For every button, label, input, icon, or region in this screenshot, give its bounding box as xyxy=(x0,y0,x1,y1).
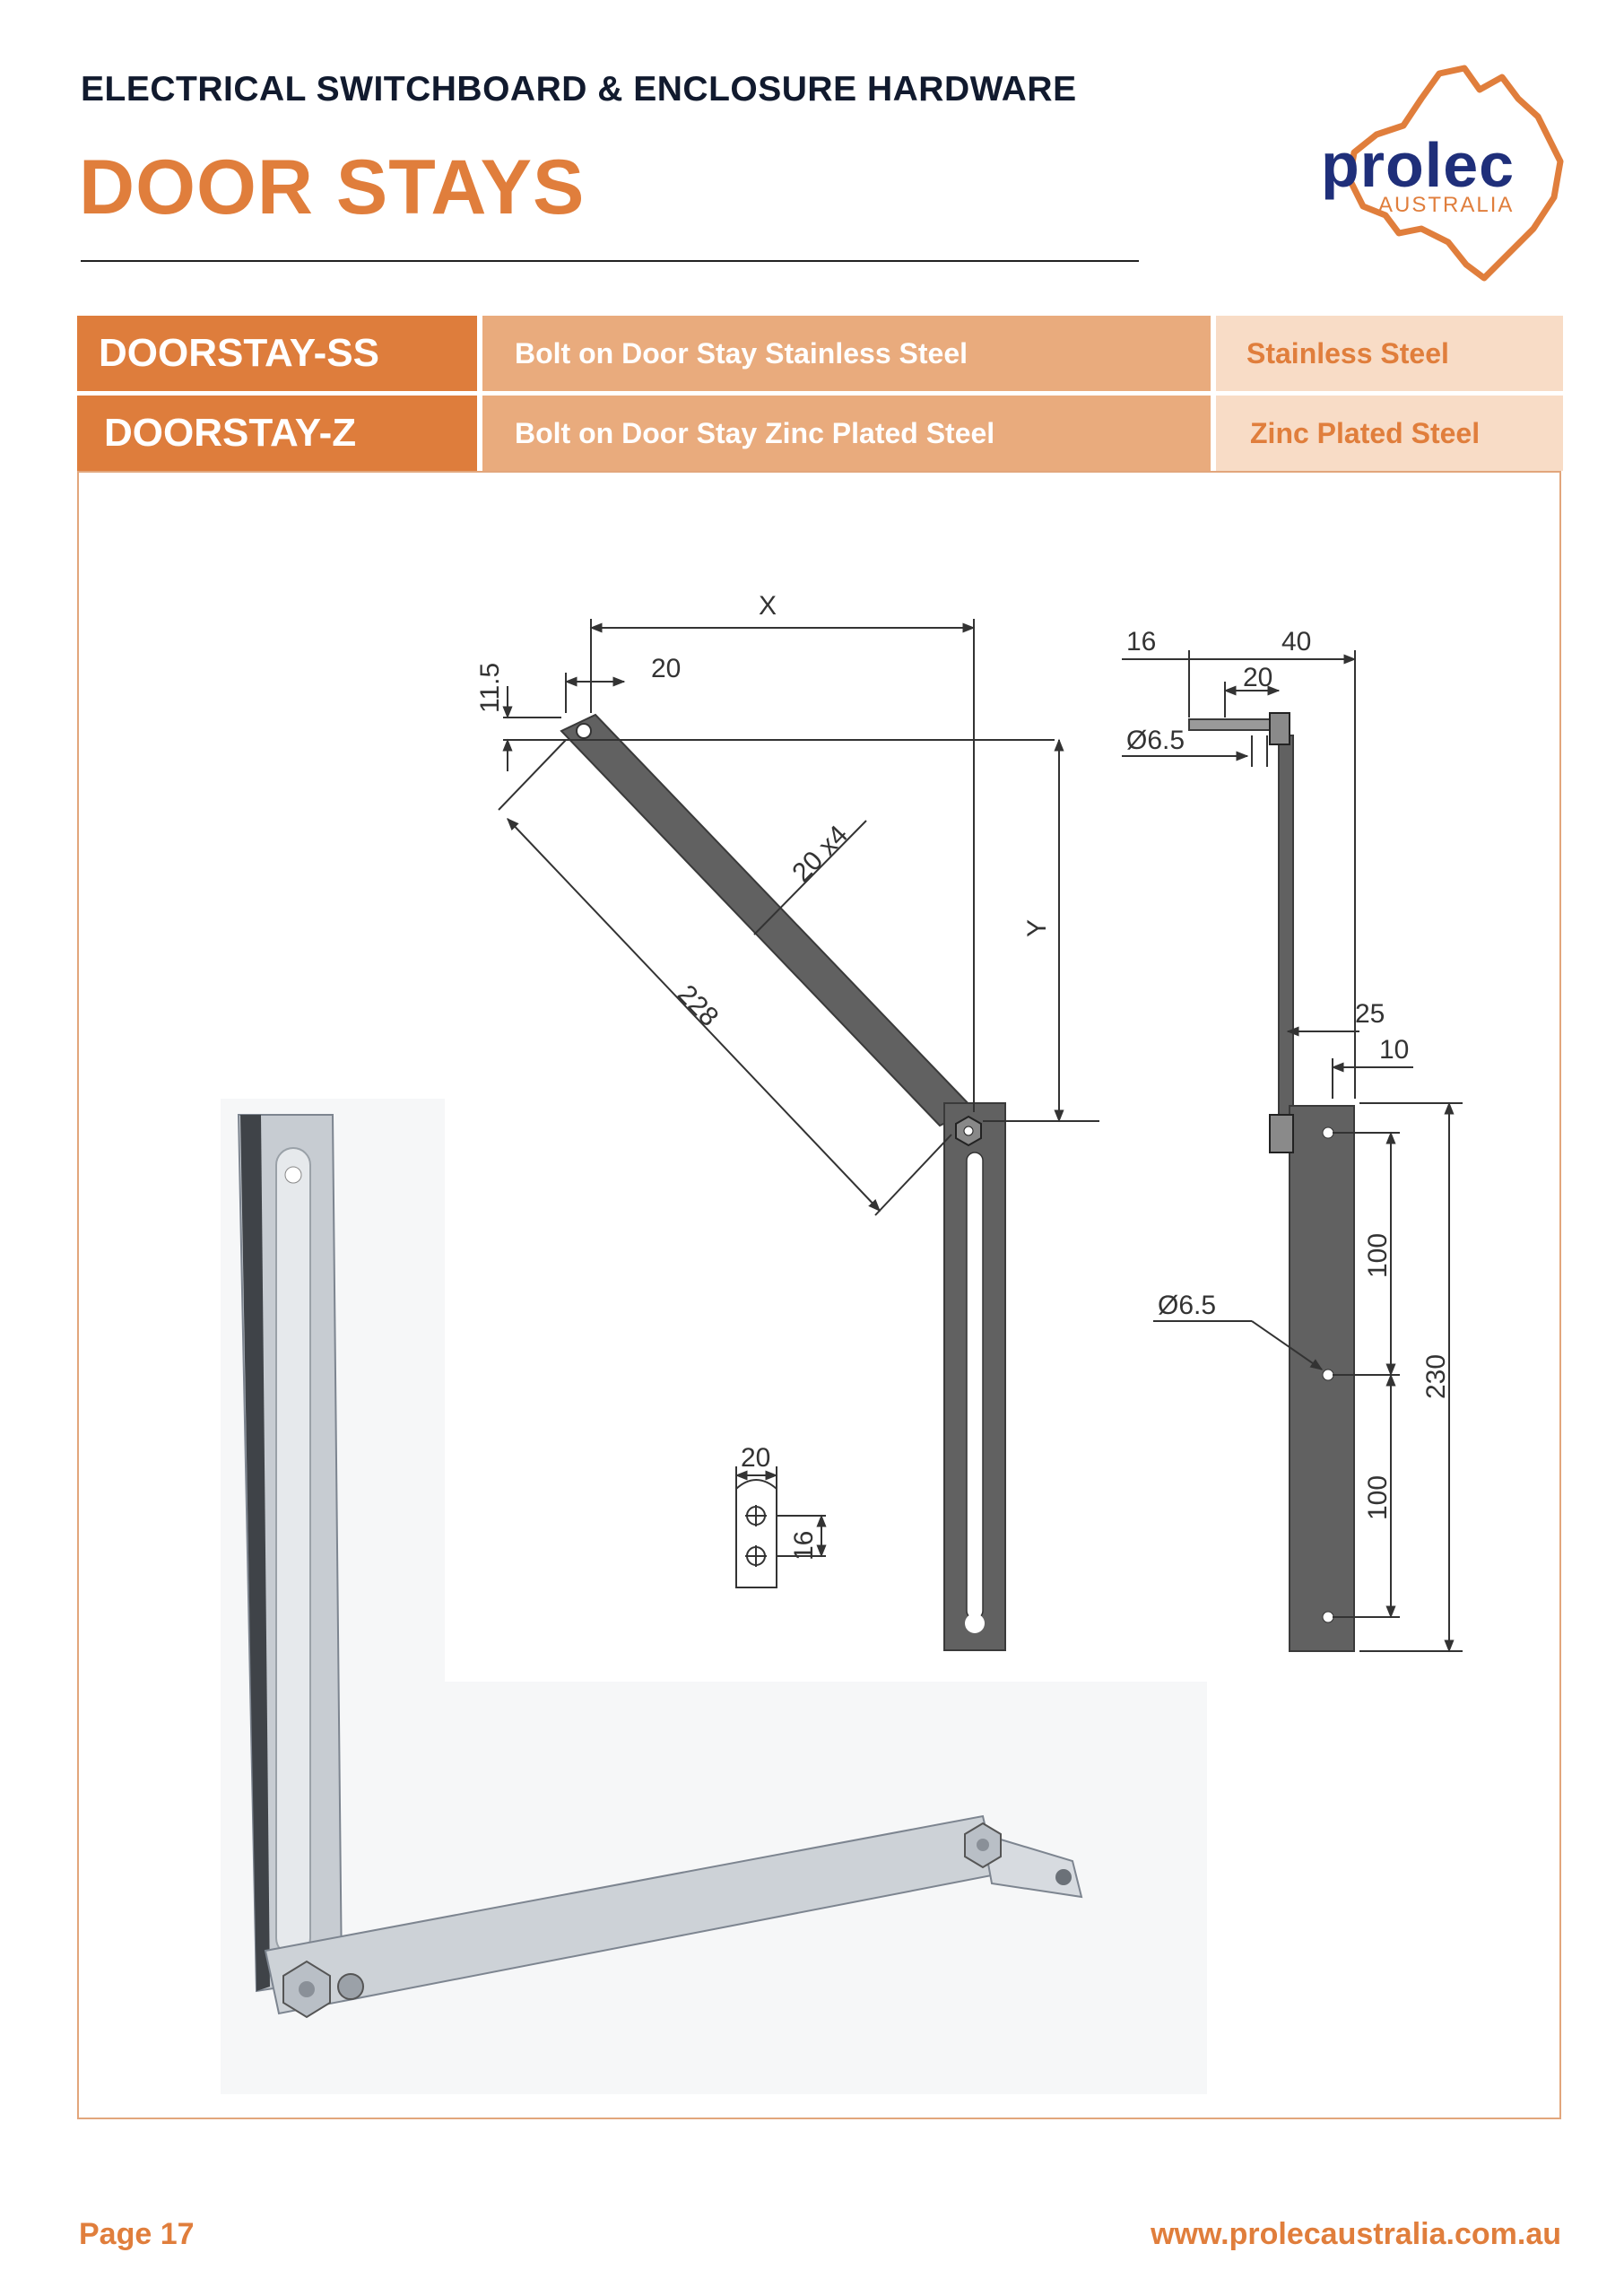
catalog-section-heading: ELECTRICAL SWITCHBOARD & ENCLOSURE HARDWARE xyxy=(81,70,1077,109)
product-material: Zinc Plated Steel xyxy=(1216,396,1563,471)
dimension-228 xyxy=(499,740,951,1215)
stay-side-view xyxy=(1189,713,1354,1651)
dim-label-230: 230 xyxy=(1421,1353,1451,1399)
dim-label-100-b: 100 xyxy=(1363,1474,1393,1520)
door-stay-drawing xyxy=(77,471,1561,2119)
dim-label-bracket-16: 16 xyxy=(789,1530,819,1561)
product-description: Bolt on Door Stay Stainless Steel xyxy=(482,316,1211,391)
logo-subtext: AUSTRALIA xyxy=(1378,193,1515,217)
dim-label-dia-top: Ø6.5 xyxy=(1126,726,1185,755)
side-mid-bolt xyxy=(1270,1115,1293,1152)
prolec-logo xyxy=(1314,63,1574,287)
slot-end-hole xyxy=(965,1613,985,1633)
vertical-arm-slot xyxy=(967,1152,983,1619)
side-top-bolt xyxy=(1270,713,1290,744)
dim-label-25: 25 xyxy=(1355,999,1385,1029)
dim-label-40: 40 xyxy=(1281,627,1312,657)
dimension-20-top xyxy=(566,673,624,713)
stay-arm-front-view xyxy=(561,715,1005,1650)
dim-label-20: 20 xyxy=(651,654,682,683)
logo-wordmark: prolec xyxy=(1321,130,1515,200)
product-material: Stainless Steel xyxy=(1216,316,1563,391)
dim-label-bracket-20: 20 xyxy=(741,1443,771,1473)
product-row xyxy=(77,396,1563,471)
dim-label-x: X xyxy=(759,591,777,621)
photo-bolt-icon xyxy=(965,1823,1001,1867)
side-hole xyxy=(1323,1127,1333,1138)
dim-label-20x4: 20 x4 xyxy=(786,820,855,888)
dim-label-dia-mid: Ø6.5 xyxy=(1158,1291,1217,1320)
side-hole xyxy=(1323,1370,1333,1380)
header-divider xyxy=(81,260,1139,262)
dim-label-11-5: 11.5 xyxy=(475,662,505,713)
dim-label-y: Y xyxy=(1022,918,1052,937)
dim-label-100-a: 100 xyxy=(1363,1232,1393,1278)
pivot-hole xyxy=(577,724,591,738)
product-row xyxy=(77,316,1563,391)
dim-label-20-side: 20 xyxy=(1243,663,1273,692)
page-title: DOOR STAYS xyxy=(79,144,586,230)
side-hole xyxy=(1323,1612,1333,1622)
product-code: DOORSTAY-Z xyxy=(77,396,477,471)
product-code: DOORSTAY-SS xyxy=(77,316,477,391)
door-stay-photo xyxy=(221,1099,1207,2094)
side-lower-bar xyxy=(1290,1106,1354,1651)
product-description: Bolt on Door Stay Zinc Plated Steel xyxy=(482,396,1211,471)
dim-label-10: 10 xyxy=(1379,1035,1410,1065)
dim-label-16: 16 xyxy=(1126,627,1157,657)
bracket-detail-view xyxy=(736,1466,826,1587)
dimension-x xyxy=(591,619,974,1112)
website-link[interactable]: www.prolecaustralia.com.au xyxy=(1151,2217,1561,2251)
page-number: Page 17 xyxy=(79,2217,195,2251)
dim-label-228: 228 xyxy=(671,978,725,1032)
side-upper-bar xyxy=(1279,735,1293,1121)
